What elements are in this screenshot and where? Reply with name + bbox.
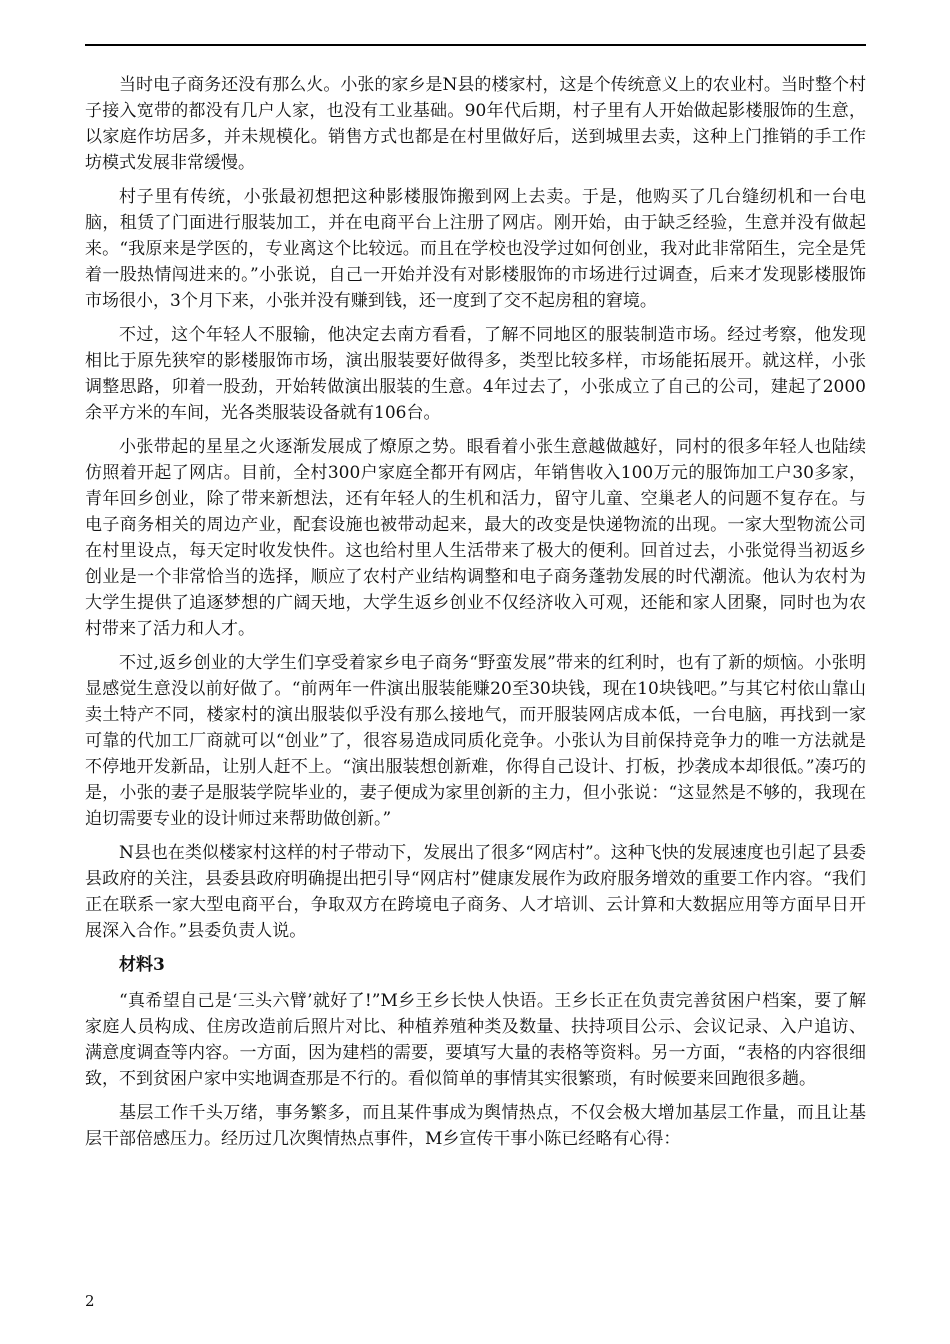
document-body [85, 72, 866, 1160]
paragraph-3: 不过，这个年轻人不服输，他决定去南方看看，了解不同地区的服装制造市场。经过考察，他发现相比于原先狭窄的影楼服饰市场，演出服装要好做得多，类型比较多样，市场能拓展开。就这样，小张调整思路，卯着一股劲，开始转做演出服装的生意。4年过去了，小张成立了自己的公司，建起了2000余平方米的车间，光各类服装设备就有106台。 [85, 325, 866, 423]
section-paragraph-2: 基层工作千头万绪，事务繁多，而且某件事成为舆情热点，不仅会极大增加基层工作量，而且让基层干部倍感压力。经历过几次舆情热点事件，M乡宣传干事小陈已经略有心得： [85, 1103, 866, 1149]
section-paragraph-1: “真希望自己是‘三头六臂’就好了!”M乡王乡长快人快语。王乡长正在负责完善贫困户档案，要了解家庭人员构成、住房改造前后照片对比、种植养殖种类及数量、扶持项目公示、会议记录、入户追访、满意度调查等内容。一方面，因为建档的需要，要填写大量的表格等资料。另一方面，“表格的内容很细致，不到贫困户家中实地调查那是不行的。看似简单的事情其实很繁琐，有时候要来回跑很多趟。 [85, 991, 866, 1089]
paragraph-6: N县也在类似楼家村这样的村子带动下，发展出了很多“网店村”。这种飞快的发展速度也引起了县委县政府的关注，县委县政府明确提出把引导“网店村”健康发展作为政府服务增效的重要工作内容。“我们正在联系一家大型电商平台，争取双方在跨境电子商务、人才培训、云计算和大数据应用等方面早日开展深入合作。”县委负责人说。 [85, 843, 866, 941]
page-number: 2 [85, 1292, 95, 1310]
paragraph-2: 村子里有传统，小张最初想把这种影楼服饰搬到网上去卖。于是，他购买了几台缝纫机和一台电脑，租赁了门面进行服装加工，并在电商平台上注册了网店。刚开始，由于缺乏经验，生意并没有做起来。“我原来是学医的，专业离这个比较远。而且在学校也没学过如何创业，我对此非常陌生，完全是凭着一股热情闯进来的。”小张说，自己一开始并没有对影楼服饰的市场进行过调查，后来才发现影楼服饰市场很小，3个月下来，小张并没有赚到钱，还一度到了交不起房租的窘境。 [85, 187, 866, 311]
paragraph-4: 小张带起的星星之火逐渐发展成了燎原之势。眼看着小张生意越做越好，同村的很多年轻人也陆续仿照着开起了网店。目前，全村300户家庭全都开有网店，年销售收入100万元的服饰加工户30多家，青年回乡创业，除了带来新想法，还有年轻人的生机和活力，留守儿童、空巢老人的问题不复存在。与电子商务相关的周边产业，配套设施也被带动起来，最大的改变是快递物流的出现。一家大型物流公司在村里设点，每天定时收发快件。这也给村里人生活带来了极大的便利。回首过去，小张觉得当初返乡创业是一个非常恰当的选择，顺应了农村产业结构调整和电子商务蓬勃发展的时代潮流。他认为农村为大学生提供了追逐梦想的广阔天地，大学生返乡创业不仅经济收入可观，还能和家人团聚，同时也为农村带来了活力和人才。 [85, 437, 866, 639]
paragraph-1: 当时电子商务还没有那么火。小张的家乡是N县的楼家村，这是个传统意义上的农业村。当时整个村子接入宽带的都没有几户人家，也没有工业基础。90年代后期，村子里有人开始做起影楼服饰的生意，以家庭作坊居多，并未规模化。销售方式也都是在村里做好后，送到城里去卖，这种上门推销的手工作坊模式发展非常缓慢。 [85, 75, 866, 173]
section-heading: 材料3 [119, 955, 165, 975]
paragraph-5: 不过,返乡创业的大学生们享受着家乡电子商务“野蛮发展”带来的红利时，也有了新的烦恼。小张明显感觉生意没以前好做了。“前两年一件演出服装能赚20至30块钱，现在10块钱吧。”与其它村依山靠山卖土特产不同，楼家村的演出服装似乎没有那么接地气，而开服装网店成本低，一台电脑，再找到一家可靠的代加工厂商就可以“创业”了，很容易造成同质化竞争。小张认为目前保持竞争力的唯一方法就是不停地开发新品，让别人赶不上。“演出服装想创新难，你得自己设计、打板，抄袭成本却很低。”凑巧的是，小张的妻子是服装学院毕业的，妻子便成为家里创新的主力，但小张说：“这显然是不够的，我现在迫切需要专业的设计师过来帮助做创新。” [85, 653, 866, 829]
header-rule [85, 44, 866, 46]
